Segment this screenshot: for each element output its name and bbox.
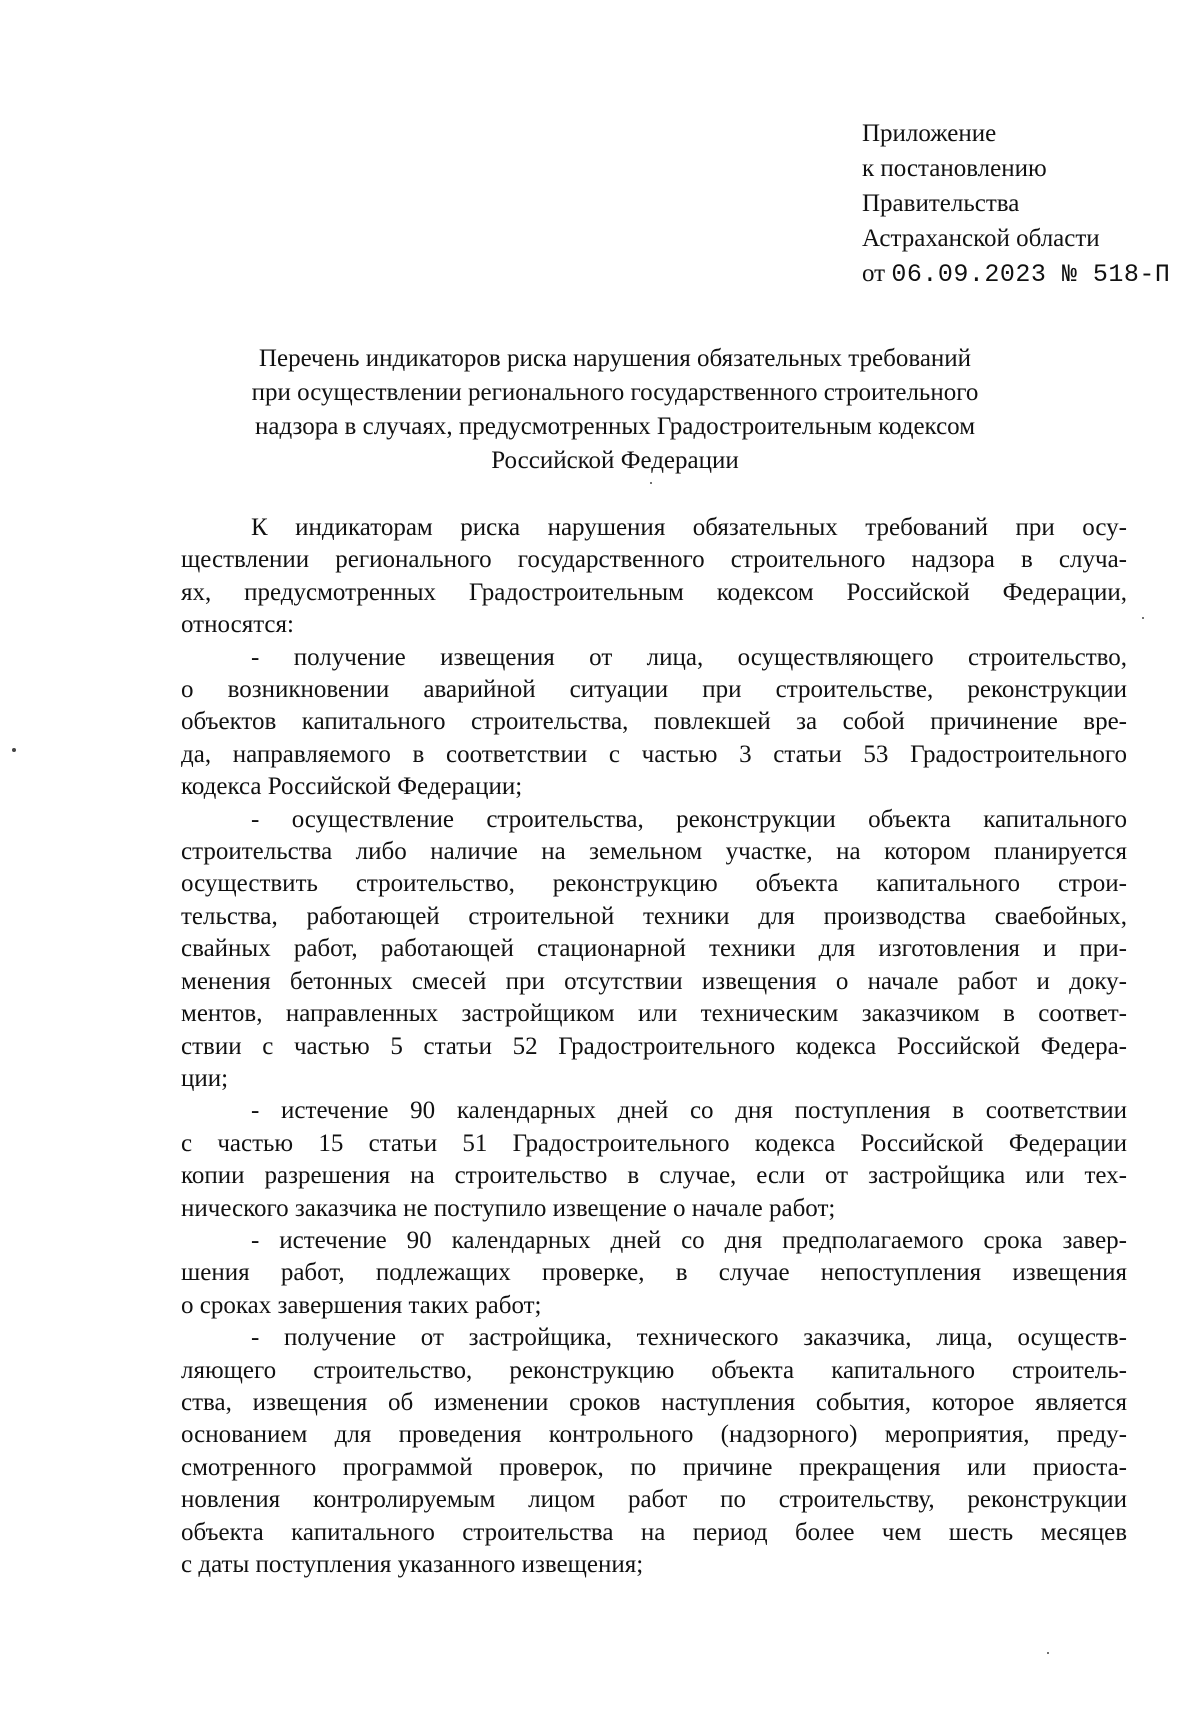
text-line: ях, предусмотренных Градостроительным кодексом Российской Федерации, — [181, 578, 1127, 606]
text-line: объектов капитального строительства, повлекшей за собой причинение вре- — [181, 708, 1127, 736]
text-line: с даты поступления указанного извещения; — [181, 1551, 644, 1578]
text-line: копии разрешения на строительство в случае, если от застройщика или тех- — [181, 1162, 1127, 1190]
text-line: - истечение 90 календарных дней со дня поступления в соответствии — [251, 1097, 1127, 1125]
text-line: строительства либо наличие на земельном участке, на котором планируется — [181, 838, 1127, 866]
approval-line-2: к постановлению — [862, 155, 1047, 182]
text-line: о возникновении аварийной ситуации при строительстве, реконструкции — [181, 676, 1127, 704]
title-line-2: при осуществлении регионального государственного строительного — [251, 379, 979, 406]
text-line: кодекса Российской Федерации; — [181, 773, 523, 801]
text-line: нического заказчика не поступило извещение о начале работ; — [181, 1194, 836, 1222]
text-line: менения бетонных смесей при отсутствии извещения о начале работ и доку- — [181, 967, 1127, 995]
approval-date-prefix: от — [862, 260, 886, 287]
text-line: осуществить строительство, реконструкцию объекта капитального строи- — [181, 870, 1127, 898]
text-line: ществлении регионального государственного строительного надзора в случа- — [181, 546, 1127, 574]
scan-speck — [650, 482, 652, 484]
list-item — [181, 1322, 1127, 1581]
list-item — [181, 1095, 1127, 1225]
approval-date-line — [862, 256, 1182, 292]
text-line: новления контролируемым лицом работ по строительству, реконструкции — [181, 1486, 1127, 1514]
scan-speck — [1142, 617, 1144, 619]
text-line: - получение от застройщика, технического заказчика, лица, осуществ- — [251, 1324, 1127, 1352]
text-line: ции; — [181, 1064, 229, 1092]
text-line: - истечение 90 календарных дней со дня предполагаемого срока завер- — [251, 1226, 1127, 1254]
text-line: да, направляемого в соответствии с частью 3 статьи 53 Градостроительного — [181, 740, 1127, 768]
text-line: ментов, направленных застройщиком или техническим заказчиком в соответ- — [181, 1000, 1127, 1028]
approval-block — [862, 116, 1182, 292]
text-line: - осуществление строительства, реконструкции объекта капитального — [251, 805, 1127, 833]
text-line: с частью 15 статьи 51 Градостроительного кодекса Российской Федерации — [181, 1129, 1127, 1157]
text-line: ства, извещения об изменении сроков наступления события, которое является — [181, 1388, 1127, 1416]
text-line: смотренного программой проверок, по причине прекращения или приоста- — [181, 1453, 1127, 1481]
text-line: тельства, работающей строительной техники для производства сваебойных, — [181, 902, 1127, 930]
text-line: - получение извещения от лица, осуществляющего строительство, — [251, 643, 1127, 671]
intro-paragraph — [181, 512, 1127, 642]
text-line: К индикаторам риска нарушения обязательных требований при осу- — [251, 514, 1127, 541]
document-title — [190, 342, 1040, 478]
list-item — [181, 1225, 1127, 1322]
approval-line-4: Астраханской области — [862, 225, 1100, 252]
scan-speck — [1047, 1652, 1049, 1654]
list-item — [181, 642, 1127, 804]
text-line: шения работ, подлежащих проверке, в случае непоступления извещения — [181, 1259, 1127, 1287]
document-body — [181, 512, 1127, 1581]
scan-speck — [12, 748, 16, 752]
text-line: ствии с частью 5 статьи 52 Градостроительного кодекса Российской Федера- — [181, 1032, 1127, 1060]
text-line: ляющего строительство, реконструкцию объекта капитального строитель- — [181, 1356, 1127, 1384]
approval-date-stamp: 06.09.2023 № 518-П — [891, 260, 1171, 289]
text-line: о сроках завершения таких работ; — [181, 1291, 542, 1319]
title-line-4: Российской Федерации — [491, 447, 739, 474]
approval-line-3: Правительства — [862, 190, 1020, 217]
text-line: относятся: — [181, 611, 294, 639]
text-line: основанием для проведения контрольного (надзорного) мероприятия, преду- — [181, 1421, 1127, 1449]
approval-line-1: Приложение — [862, 120, 997, 147]
text-line: объекта капитального строительства на период более чем шесть месяцев — [181, 1518, 1127, 1546]
list-item — [181, 804, 1127, 1096]
text-line: свайных работ, работающей стационарной техники для изготовления и при- — [181, 935, 1127, 963]
title-line-3: надзора в случаях, предусмотренных Градостроительным кодексом — [254, 413, 976, 440]
title-line-1: Перечень индикаторов риска нарушения обязательных требований — [258, 345, 972, 372]
